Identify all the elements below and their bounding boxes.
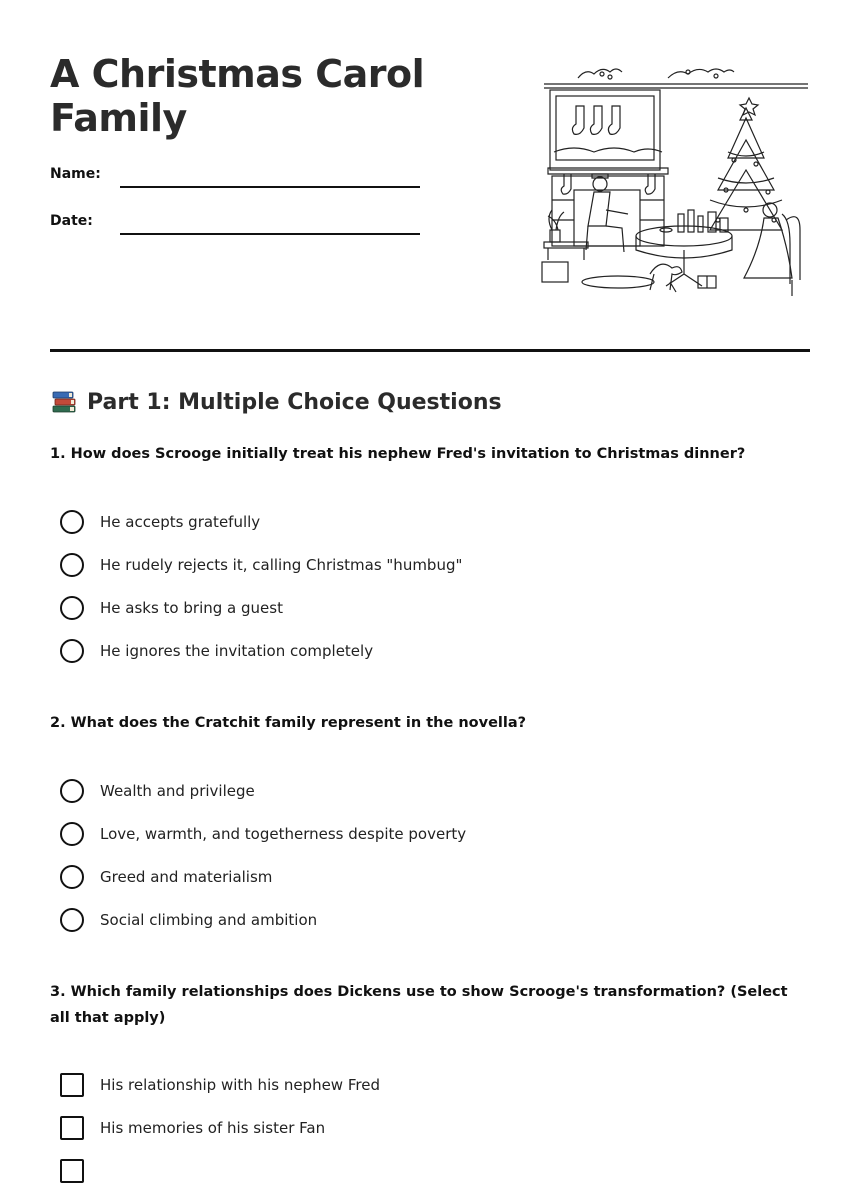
- q2-option-d[interactable]: [60, 907, 317, 933]
- option-label: Wealth and privilege: [100, 782, 255, 800]
- header-divider: [50, 349, 810, 352]
- option-label: He asks to bring a guest: [100, 599, 283, 617]
- radio-button[interactable]: [60, 865, 84, 889]
- q1-option-d[interactable]: [60, 638, 373, 664]
- question-1: 1. How does Scrooge initially treat his nephew Fred's invitation to Christmas dinner?: [50, 446, 746, 462]
- books-icon: [50, 388, 78, 416]
- worksheet-title: A Christmas Carol Family: [50, 52, 425, 140]
- name-line[interactable]: [120, 186, 420, 188]
- q1-option-a[interactable]: [60, 509, 260, 535]
- radio-button[interactable]: [60, 779, 84, 803]
- q1-option-b[interactable]: [60, 552, 462, 578]
- date-label: Date:: [50, 213, 93, 229]
- option-label: Social climbing and ambition: [100, 911, 318, 929]
- option-label: His memories of his sister Fan: [100, 1119, 326, 1137]
- q1-option-c[interactable]: [60, 595, 283, 621]
- q2-option-a[interactable]: [60, 778, 255, 804]
- radio-button[interactable]: [60, 639, 84, 663]
- part1-title: Part 1: Multiple Choice Questions: [87, 389, 502, 415]
- date-line[interactable]: [120, 233, 420, 235]
- radio-button[interactable]: [60, 822, 84, 846]
- option-label: Love, warmth, and togetherness despite poverty: [100, 825, 467, 843]
- checkbox[interactable]: [60, 1073, 84, 1097]
- option-label: He rudely rejects it, calling Christmas "humbug": [100, 556, 463, 574]
- name-label: Name:: [50, 166, 101, 182]
- q2-option-b[interactable]: [60, 821, 466, 847]
- question-3: 3. Which family relationships does Dickens use to show Scrooge's transformation? (Select all that apply): [50, 984, 788, 1026]
- radio-button[interactable]: [60, 510, 84, 534]
- option-label: His relationship with his nephew Fred: [100, 1076, 380, 1094]
- checkbox[interactable]: [60, 1159, 84, 1183]
- name-field[interactable]: [50, 166, 430, 196]
- option-label: He accepts gratefully: [100, 513, 261, 531]
- radio-button[interactable]: [60, 596, 84, 620]
- q3-option-a[interactable]: [60, 1072, 380, 1098]
- option-label: Greed and materialism: [100, 868, 273, 886]
- q3-option-c-partial[interactable]: [60, 1158, 100, 1184]
- question-2: 2. What does the Cratchit family represent in the novella?: [50, 715, 527, 731]
- q3-option-b[interactable]: [60, 1115, 325, 1141]
- option-label: He ignores the invitation completely: [100, 642, 374, 660]
- q2-option-c[interactable]: [60, 864, 272, 890]
- part1-heading: [50, 388, 502, 416]
- checkbox[interactable]: [60, 1116, 84, 1140]
- date-field[interactable]: [50, 213, 430, 243]
- christmas-family-scene-illustration: [538, 60, 810, 300]
- radio-button[interactable]: [60, 553, 84, 577]
- radio-button[interactable]: [60, 908, 84, 932]
